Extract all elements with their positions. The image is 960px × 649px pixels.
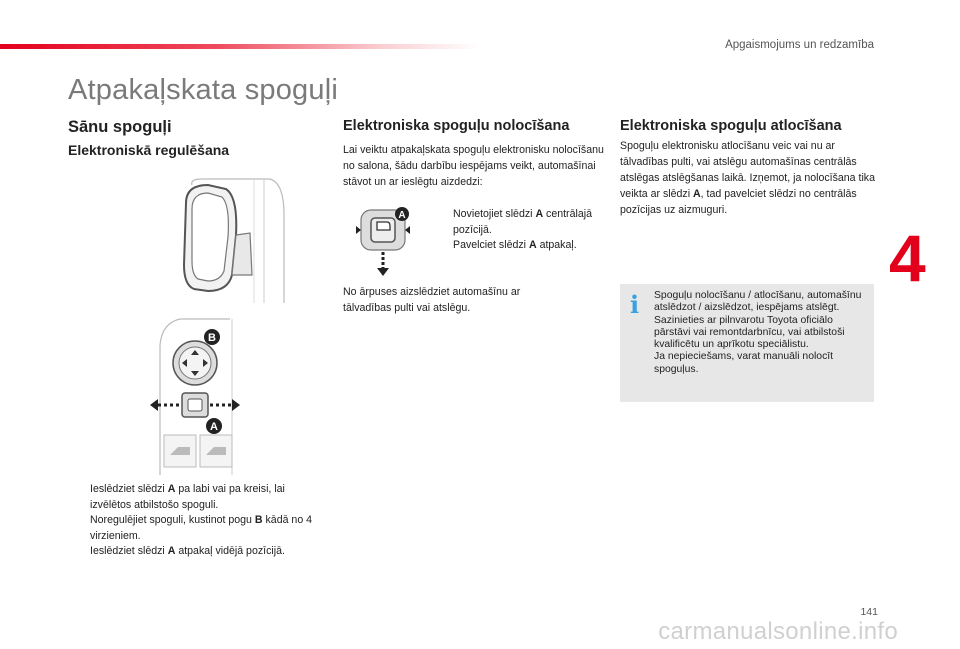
label-b-badge — [203, 328, 221, 346]
left-step-1: Ieslēdziet slēdzi A pa labi vai pa kreisi, lai izvēlētos atbilstošo spoguli. — [70, 482, 320, 513]
left-heading: Sānu spoguļi — [68, 118, 172, 136]
left-step-3: Ieslēdziet slēdzi A atpakaļ vidējā pozīcijā. — [70, 544, 320, 560]
middle-outro: No ārpuses aizslēdziet automašīnu ar tālvadības pulti vai atslēgu. — [343, 286, 521, 314]
section-header: Apgaismojums un redzamība — [725, 39, 874, 51]
fold-label-a-text: A — [398, 210, 406, 221]
middle-step-1: Novietojiet slēdzi A centrālajā pozīcijā. — [433, 207, 603, 238]
chapter-number: 4 — [889, 221, 926, 295]
bullet-marker — [70, 513, 90, 544]
middle-step-2: Pavelciet slēdzi A atpakaļ. — [433, 238, 603, 254]
bullet-marker — [433, 207, 453, 238]
bullet-marker — [70, 482, 90, 513]
page-title: Atpakaļskata spoguļi — [68, 74, 338, 106]
bullet-marker — [433, 238, 453, 254]
middle-intro: Lai veiktu atpakaļskata spoguļu elektronisku nolocīšanu no salona, šādu darbību iespējams veikt, automašīnai stāvot un ar ieslēgtu aizdedzi: — [343, 144, 604, 188]
right-heading: Elektroniska spoguļu atlocīšana — [620, 118, 842, 134]
header-accent-bar — [0, 44, 480, 49]
label-b-text: B — [208, 332, 216, 344]
info-box — [620, 284, 874, 402]
mirror-illustration — [180, 175, 288, 303]
left-steps — [70, 482, 320, 560]
middle-heading: Elektroniska spoguļu nolocīšana — [343, 118, 570, 134]
label-a-badge — [205, 417, 223, 435]
watermark: carmanualsonline.info — [658, 618, 898, 645]
left-subheading: Elektroniskā regulēšana — [68, 142, 230, 158]
right-body: Spoguļu elektronisku atlocīšanu veic vai nu ar tālvadības pulti, vai atslēgu automašīnas centrālās atslēgas atslēgšanas laikā. Izņemot, ja nolocīšana tika veikta ar slēdzi A, tad pavelciet slēdzi no centrālās pozīcijas uz aizmuguri. — [620, 140, 875, 216]
fold-label-a-badge — [394, 206, 410, 222]
info-icon: i — [630, 290, 640, 319]
bullet-marker — [70, 544, 90, 560]
label-a-text: A — [210, 421, 218, 433]
left-step-2: Noregulējiet spoguli, kustinot pogu B kādā no 4 virzieniem. — [70, 513, 320, 544]
page-number: 141 — [860, 606, 878, 618]
middle-steps — [433, 207, 603, 254]
door-control-illustration — [150, 315, 240, 477]
info-text: Spoguļu nolocīšanu / atlocīšanu, automašīnu atslēdzot / aizslēdzot, iespējams atslēgt. Sazinieties ar pilnvarotu Toyota oficiālo pārstāvi vai remontdarbnīcu, vai atbilstoši kvalificētu un aprīkotu speciālistu. Ja nepieciešams, varat manuāli nolocīt spoguļus. — [654, 290, 862, 375]
